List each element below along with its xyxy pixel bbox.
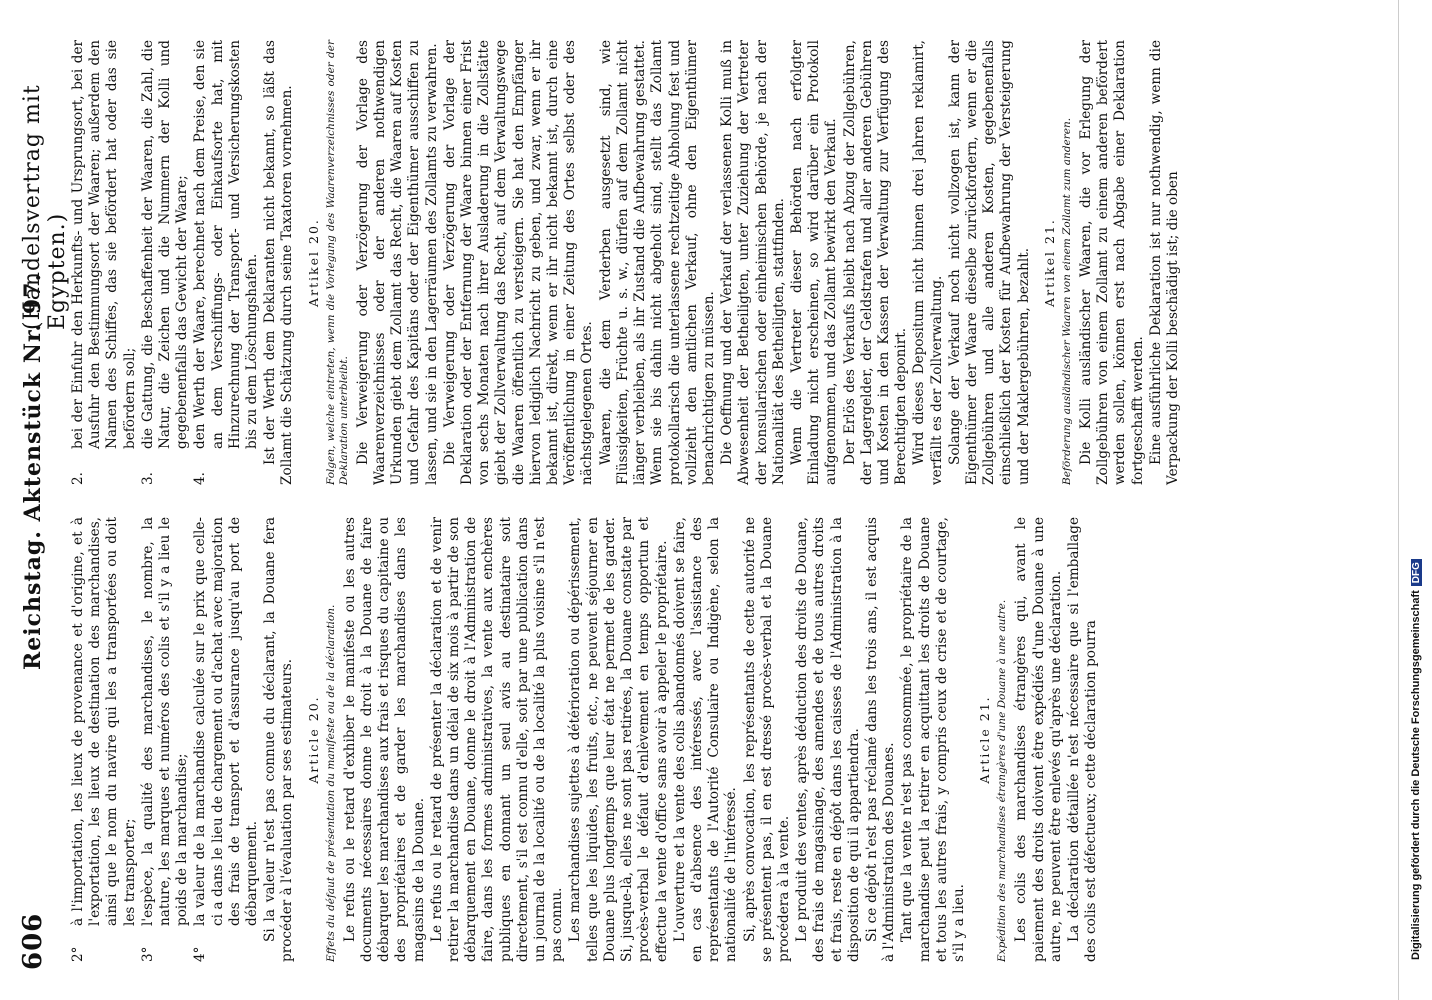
funding-notice [1410, 40, 1428, 960]
list-item: 4. den Werth der Waare, berechnet nach dem Preise, den sie an dem Verschiffungs- oder Einkaufsorte hat, mit Hinzurechnung der Transport- und Versicherungskosten bis zu dem Löschungshafen. [192, 40, 261, 485]
german-column [70, 40, 1183, 485]
paragraph: L'ouverture et la vente des colis abandonnés doivent se faire, en cas d'absence des intéressés, avec l'assistance des représentants de l'Autorité Consulaire ou Indigène, selon la nationalité de l'intéressé. [671, 517, 740, 962]
paragraph: Le produit des ventes, après déduction des droits de Douane, des frais de magasinage, des amendes et de tous autres droits et frais, reste en dépôt dans les caisses de l'Administration à la disposition de qui il appartiendra. [794, 517, 862, 962]
document-title: Reichstag. Aktenstück Nr. 97. [20, 272, 46, 670]
dfg-badge: DFG [1411, 559, 1422, 586]
paragraph: Wenn die Vertreter dieser Behörden nach erfolgter Einladung nicht erscheinen, so wird darüber ein Protokoll aufgenommen, und das Zollamt bewirkt den Verkauf. [788, 40, 840, 485]
paragraph: Wird dieses Depositum nicht binnen drei Jahren reklamirt, verfällt es der Zollverwaltung. [911, 40, 945, 485]
article-summary: Effets du défaut de présentation du manifeste ou de la déclaration. [324, 604, 337, 962]
paragraph: Waaren, die dem Verderben ausgesetzt sind, wie Flüssigkeiten, Früchte u. s. w., dürfen auf dem Zollamt nicht länger verbleiben, als ihr Zustand die Aufbewahrung gestattet. Wenn sie bis dahin nicht abgeholt sind, stellt das Zollamt protokollarisch die unterlassene rechtzeitige Abholung fest und vollzieht den amtlichen Verkauf, ohne den Eigenthümer benachrichtigen zu müssen. [597, 40, 717, 485]
paragraph: Si ce dépôt n'est pas réclamé dans les trois ans, il est acquis à l'Administration des Douanes. [863, 517, 898, 962]
page-header [18, 30, 70, 970]
article-summary: Beförderung ausländischer Waaren von einem Zollamt zum anderen. [1060, 117, 1073, 485]
paragraph: Eine ausführliche Deklaration ist nur nothwendig, wenn die Verpackung der Kolli beschädigt ist; die oben [1147, 40, 1181, 485]
paragraph: Le refus ou le retard de présenter la déclaration et de venir retirer la marchandise dans un délai de six mois à partir de son débarquement en Douane, donne le droit à l'Administration de faire, dans les formes administratives, la vente aux enchères publiques en donnant un seul avis au destinataire soit directement, s'il est connu d'elle, soit par une publication dans un journal de la localité ou de la localité la plus voisine s'il n'est pas connu. [428, 517, 566, 962]
paragraph: Tant que la vente n'est pas consommée, le propriétaire de la marchandise peut la retirer en acquittant les droits de Douane et tous les autres frais, y compris ceux de crise et de courtage, s'il y a lieu. [899, 517, 967, 962]
paragraph: Les marchandises sujettes à détérioration ou dépérissement, telles que les liquides, les fruits, etc., ne peuvent séjourner en Douane plus longtemps que leur état ne permet de les garder. Si, jusque-là, elles ne sont pas retirées, la Douane constate par procès-verbal le défaut d'enlèvement en temps opportun et effectue la vente d'office sans avoir à appeler le propriétaire. [567, 517, 670, 962]
paragraph: Die Verweigerung oder Verzögerung der Vorlage des Waarenverzeichnisses oder der anderen nothwendigen Urkunden giebt dem Zollamt das Recht, die Waaren auf Kosten und Gefahr des Kapitäns oder der Eigenthümer ausschiffen zu lassen, und sie in den Lagerräumen des Zollamts zu verwahren. [354, 40, 440, 485]
article-heading: Article 20. [305, 695, 321, 784]
funding-text: Digitalisierung gefördert durch die Deutsche Forschungsgemeinschaft [1410, 590, 1422, 960]
list-item: 2. bei der Einfuhr den Herkunfts- und Ursprungsort, bei der Ausfuhr den Bestimmungsort der Waaren; außerdem den Namen des Schiffes, das sie befördert hat oder das sie befördern soll; [70, 40, 138, 485]
paragraph: Ist der Werth dem Deklaranten nicht bekannt, so läßt das Zollamt die Schätzung durch seine Taxatoren vornehmen. [262, 40, 296, 485]
french-column [70, 517, 1101, 962]
article-heading: Artikel 20. [305, 218, 321, 307]
article-heading: Artikel 21. [1041, 218, 1057, 307]
page-number: 606 [18, 912, 48, 970]
paragraph: Die Verweigerung oder Verzögerung der Vorlage der Deklaration oder der Entfernung der Waare binnen einer Frist von sechs Monaten nach ihrer Ausladerung in die Zollstätte giebt der Zollverwaltung das Recht, auf dem Verwaltungswege die Waaren öffentlich zu versteigern. Sie hat den Empfänger hiervon lediglich Nachricht zu geben, und zwar, wenn er ihr bekannt ist, direkt, wenn er ihr nicht bekannt ist, durch eine Veröffentlichung in einer Zeitung des Ortes selbst oder des nächstgelegenen Ortes. [441, 40, 596, 485]
paragraph: La déclaration détaillée n'est nécessaire que si l'emballage des colis est défectueux; cette déclaration pourra [1065, 517, 1100, 962]
paragraph: Der Erlös des Verkaufs bleibt nach Abzug der Zollgebühren, der Lagergelder, der Geldstrafen und aller anderen Gebühren und Kosten in den Kassen der Verwaltung zur Verfügung des Berechtigten deponirt. [841, 40, 910, 485]
list-item: 4° la valeur de la marchandise calculée sur le prix que celle-ci a dans le lieu de chargement ou d'achat avec majoration des frais de transport et d'assurance jusqu'au port de débarquement. [192, 517, 261, 962]
document-subtitle: (Handelsvertrag mit Egypten.) [20, 84, 70, 330]
list-item: 2° à l'importation, les lieux de provenance et d'origine, et à l'exportation, les lieux de destination des marchandises, ainsi que le nom du navire qui les a transportées ou doit les transporter; [70, 517, 138, 962]
article-summary: Folgen, welche eintreten, wenn die Vorlegung des Waarenverzeichnisses oder der Deklaration unterbleibt. [324, 40, 350, 485]
paragraph: Si la valeur n'est pas connue du déclarant, la Douane fera procéder à l'évaluation par ses estimateurs. [262, 517, 296, 962]
paragraph: Les colis des marchandises étrangères qui, avant le paiement des droits doivent être expédiés d'une Douane à une autre, ne peuvent être enlevés qu'après une déclaration. [1013, 517, 1064, 962]
paragraph: Die Kolli ausländischer Waaren, die vor Erlegung der Zollgebühren von einem Zollamt zu einem anderen befördert werden sollen, können erst nach Abgabe einer Deklaration fortgeschafft werden. [1077, 40, 1146, 485]
paragraph: Si, après convocation, les représentants de cette autorité ne se présentent pas, il en est dressé procès-verbal et la Douane procédera à la vente. [741, 517, 792, 962]
list-item: 3° l'espèce, la qualité des marchandises, le nombre, la nature, les marques et numéros des colis et s'il y a lieu le poids de la marchandise; [139, 517, 191, 962]
article-summary: Expédition des marchandises étrangères d'une Douane à une autre. [996, 599, 1009, 962]
article-heading: Article 21. [977, 695, 993, 784]
list-item: 3. die Gattung, die Beschaffenheit der Waaren, die Zahl, die Natur, die Zeichen und die Nummern der Kolli und gegebenenfalls das Gewicht der Waare; [139, 40, 191, 485]
paragraph: Die Oeffnung und der Verkauf der verlassenen Kolli muß in Abwesenheit der Betheiligten, unter Zuziehung der Vertreter der konsularischen oder einheimischen Behörde, je nach der Nationalität des Betheiligten, stattfinden. [719, 40, 787, 485]
paragraph: Le refus ou le retard d'exhiber le manifeste ou les autres documents nécessaires donne le droit à la Douane de faire débarquer les marchandises aux frais et risques du capitaine ou des propriétaires et de garder les marchandises dans les magasins de la Douane. [341, 517, 427, 962]
paragraph: Solange der Verkauf noch nicht vollzogen ist, kann der Eigenthümer der Waare dieselbe zurückfordern, wenn er die Zollgebühren und alle anderen Kosten, gegebenenfalls einschließlich der Kosten für Aufbewahrung der Versteigerung und der Maklergebühren, bezahlt. [946, 40, 1032, 485]
